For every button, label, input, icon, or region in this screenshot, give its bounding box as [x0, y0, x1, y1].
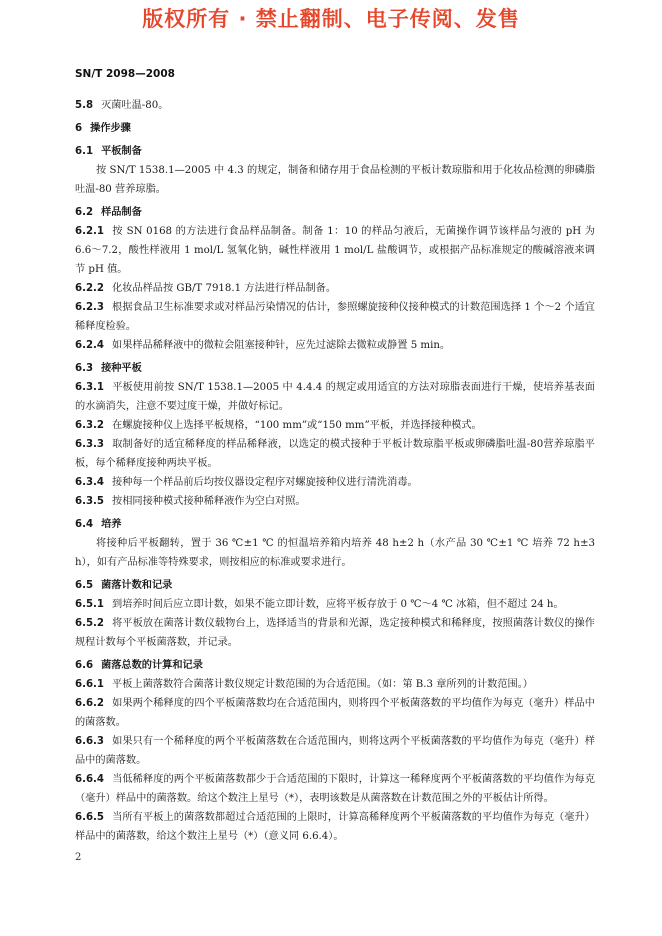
clause-text: 在螺旋接种仪上选择平板规格，“100 mm”或“150 mm”平板，并选择接种模式。	[112, 420, 482, 431]
clause-text: 当所有平板上的菌落数都超过合适范围的上限时，计算高稀释度两个平板菌落数的平均值作为每克（毫升）样品中的菌落数，给这个数注上星号（*）（意义同 6.6.4）。	[75, 812, 595, 842]
clause-text: 平板上菌落数符合菌落计数仪规定计数范围的为合适范围。（如：第 B.3 章所列的计数范围。）	[112, 679, 533, 690]
standard-number: SN/T 2098—2008	[75, 68, 175, 80]
clause-text: 培养	[101, 519, 122, 530]
clause-paragraph	[75, 298, 595, 336]
clause-paragraph	[75, 96, 595, 115]
clause-paragraph	[75, 161, 595, 199]
section-heading	[75, 515, 595, 534]
clause-text: 灭菌吐温-80。	[101, 100, 169, 111]
clause-number: 6.6	[75, 660, 94, 671]
clause-paragraph	[75, 473, 595, 492]
clause-number: 6.3.5	[75, 496, 105, 507]
clause-paragraph	[75, 770, 595, 808]
section-heading	[75, 656, 595, 675]
clause-text: 接种每一个样品前后均按仪器设定程序对螺旋接种仪进行清洗消毒。	[112, 477, 418, 488]
clause-number: 6.6.2	[75, 698, 105, 709]
clause-text: 按相同接种模式接种稀释液作为空白对照。	[112, 496, 306, 507]
clause-number: 6.3	[75, 363, 94, 374]
section-heading	[75, 576, 595, 595]
clause-number: 6.4	[75, 519, 94, 530]
clause-paragraph	[75, 534, 595, 572]
page-number: 2	[75, 852, 82, 863]
clause-paragraph	[75, 808, 595, 846]
copyright-banner: 版权所有 · 禁止翻制、电子传阅、发售	[142, 7, 520, 31]
clause-number: 6.2.2	[75, 283, 105, 294]
clause-text: 菌落总数的计算和记录	[101, 660, 203, 671]
clause-number: 6.3.2	[75, 420, 105, 431]
clause-paragraph	[75, 614, 595, 652]
clause-text: 平板制备	[101, 146, 142, 157]
clause-number: 5.8	[75, 100, 94, 111]
clause-number: 6.2.3	[75, 302, 105, 313]
clause-text: 菌落计数和记录	[101, 580, 173, 591]
clause-text: 将平板放在菌落计数仪载物台上，选择适当的背景和光源，选定接种模式和稀释度，按照菌落计数仪的操作规程计数每个平板菌落数，并记录。	[75, 618, 595, 648]
clause-paragraph	[75, 492, 595, 511]
clause-number: 6.6.4	[75, 774, 105, 785]
clause-number: 6.3.3	[75, 439, 105, 450]
clause-text: 平板使用前按 SN/T 1538.1—2005 中 4.4.4 的规定或用适宜的方法对琼脂表面进行干燥，使培养基表面的水滴消失，注意不要过度干燥，并做好标记。	[75, 382, 595, 412]
clause-paragraph	[75, 675, 595, 694]
clause-paragraph	[75, 694, 595, 732]
section-heading	[75, 119, 595, 138]
clause-paragraph	[75, 416, 595, 435]
clause-text: 将接种后平板翻转，置于 36 ℃±1 ℃ 的恒温培养箱内培养 48 h±2 h（水产品 30 ℃±1 ℃ 培养 72 h±3 h），如有产品标准等特殊要求，则按相应的标准或要求进行。	[75, 538, 595, 568]
document-body	[75, 96, 595, 846]
clause-text: 接种平板	[101, 363, 142, 374]
clause-text: 取制备好的适宜稀释度的样品稀释液，以选定的模式接种于平板计数琼脂平板或卵磷脂吐温-80营养琼脂平板，每个稀释度接种两块平板。	[75, 439, 595, 469]
clause-number: 6.5	[75, 580, 94, 591]
clause-number: 6.6.1	[75, 679, 105, 690]
clause-text: 如果只有一个稀释度的两个平板菌落数在合适范围内，则将这两个平板菌落数的平均值作为每克（毫升）样品中的菌落数。	[75, 736, 595, 766]
clause-paragraph	[75, 435, 595, 473]
clause-number: 6	[75, 123, 83, 134]
clause-text: 当低稀释度的两个平板菌落数都少于合适范围的下限时，计算这一稀释度两个平板菌落数的平均值作为每克（毫升）样品中的菌落数。给这个数注上星号（*），表明该数是从菌落数在计数范围之外的平板估计所得。	[75, 774, 595, 804]
clause-text: 根据食品卫生标准要求或对样品污染情况的估计，参照螺旋接种仪接种模式的计数范围选择 1 个～2 个适宜稀释度检验。	[75, 302, 595, 332]
clause-text: 操作步骤	[90, 123, 131, 134]
clause-number: 6.5.1	[75, 599, 105, 610]
clause-text: 如果两个稀释度的四个平板菌落数均在合适范围内，则将四个平板菌落数的平均值作为每克（毫升）样品中的菌落数。	[75, 698, 595, 728]
clause-number: 6.2.4	[75, 340, 105, 351]
clause-text: 到培养时间后应立即计数，如果不能立即计数，应将平板存放于 0 ℃～4 ℃ 冰箱，但不超过 24 h。	[112, 599, 564, 610]
clause-paragraph	[75, 222, 595, 279]
clause-number: 6.3.4	[75, 477, 105, 488]
clause-number: 6.1	[75, 146, 94, 157]
section-heading	[75, 142, 595, 161]
clause-paragraph	[75, 732, 595, 770]
clause-paragraph	[75, 595, 595, 614]
section-heading	[75, 203, 595, 222]
clause-text: 化妆品样品按 GB/T 7918.1 方法进行样品制备。	[112, 283, 337, 294]
clause-number: 6.6.5	[75, 812, 105, 823]
section-heading	[75, 359, 595, 378]
clause-text: 按 SN/T 1538.1—2005 中 4.3 的规定，制备和储存用于食品检测的平板计数琼脂和用于化妆品检测的卵磷脂吐温-80 营养琼脂。	[75, 165, 595, 195]
clause-number: 6.2.1	[75, 226, 105, 237]
clause-number: 6.6.3	[75, 736, 105, 747]
clause-text: 如果样品稀释液中的微粒会阻塞接种针，应先过滤除去微粒或静置 5 min。	[112, 340, 451, 351]
clause-number: 6.5.2	[75, 618, 105, 629]
clause-paragraph	[75, 336, 595, 355]
clause-text: 样品制备	[101, 207, 142, 218]
clause-number: 6.2	[75, 207, 94, 218]
clause-number: 6.3.1	[75, 382, 105, 393]
clause-text: 按 SN 0168 的方法进行食品样品制备。制备 1：10 的样品匀液后，无菌操作调节该样品匀液的 pH 为 6.6～7.2，酸性样液用 1 mol/L 氢氧化钠，碱性样液用 1 mol/L 盐酸调节，或根据产品标准规定的酸碱溶液来调节 pH 值。	[75, 226, 595, 275]
clause-paragraph	[75, 378, 595, 416]
clause-paragraph	[75, 279, 595, 298]
